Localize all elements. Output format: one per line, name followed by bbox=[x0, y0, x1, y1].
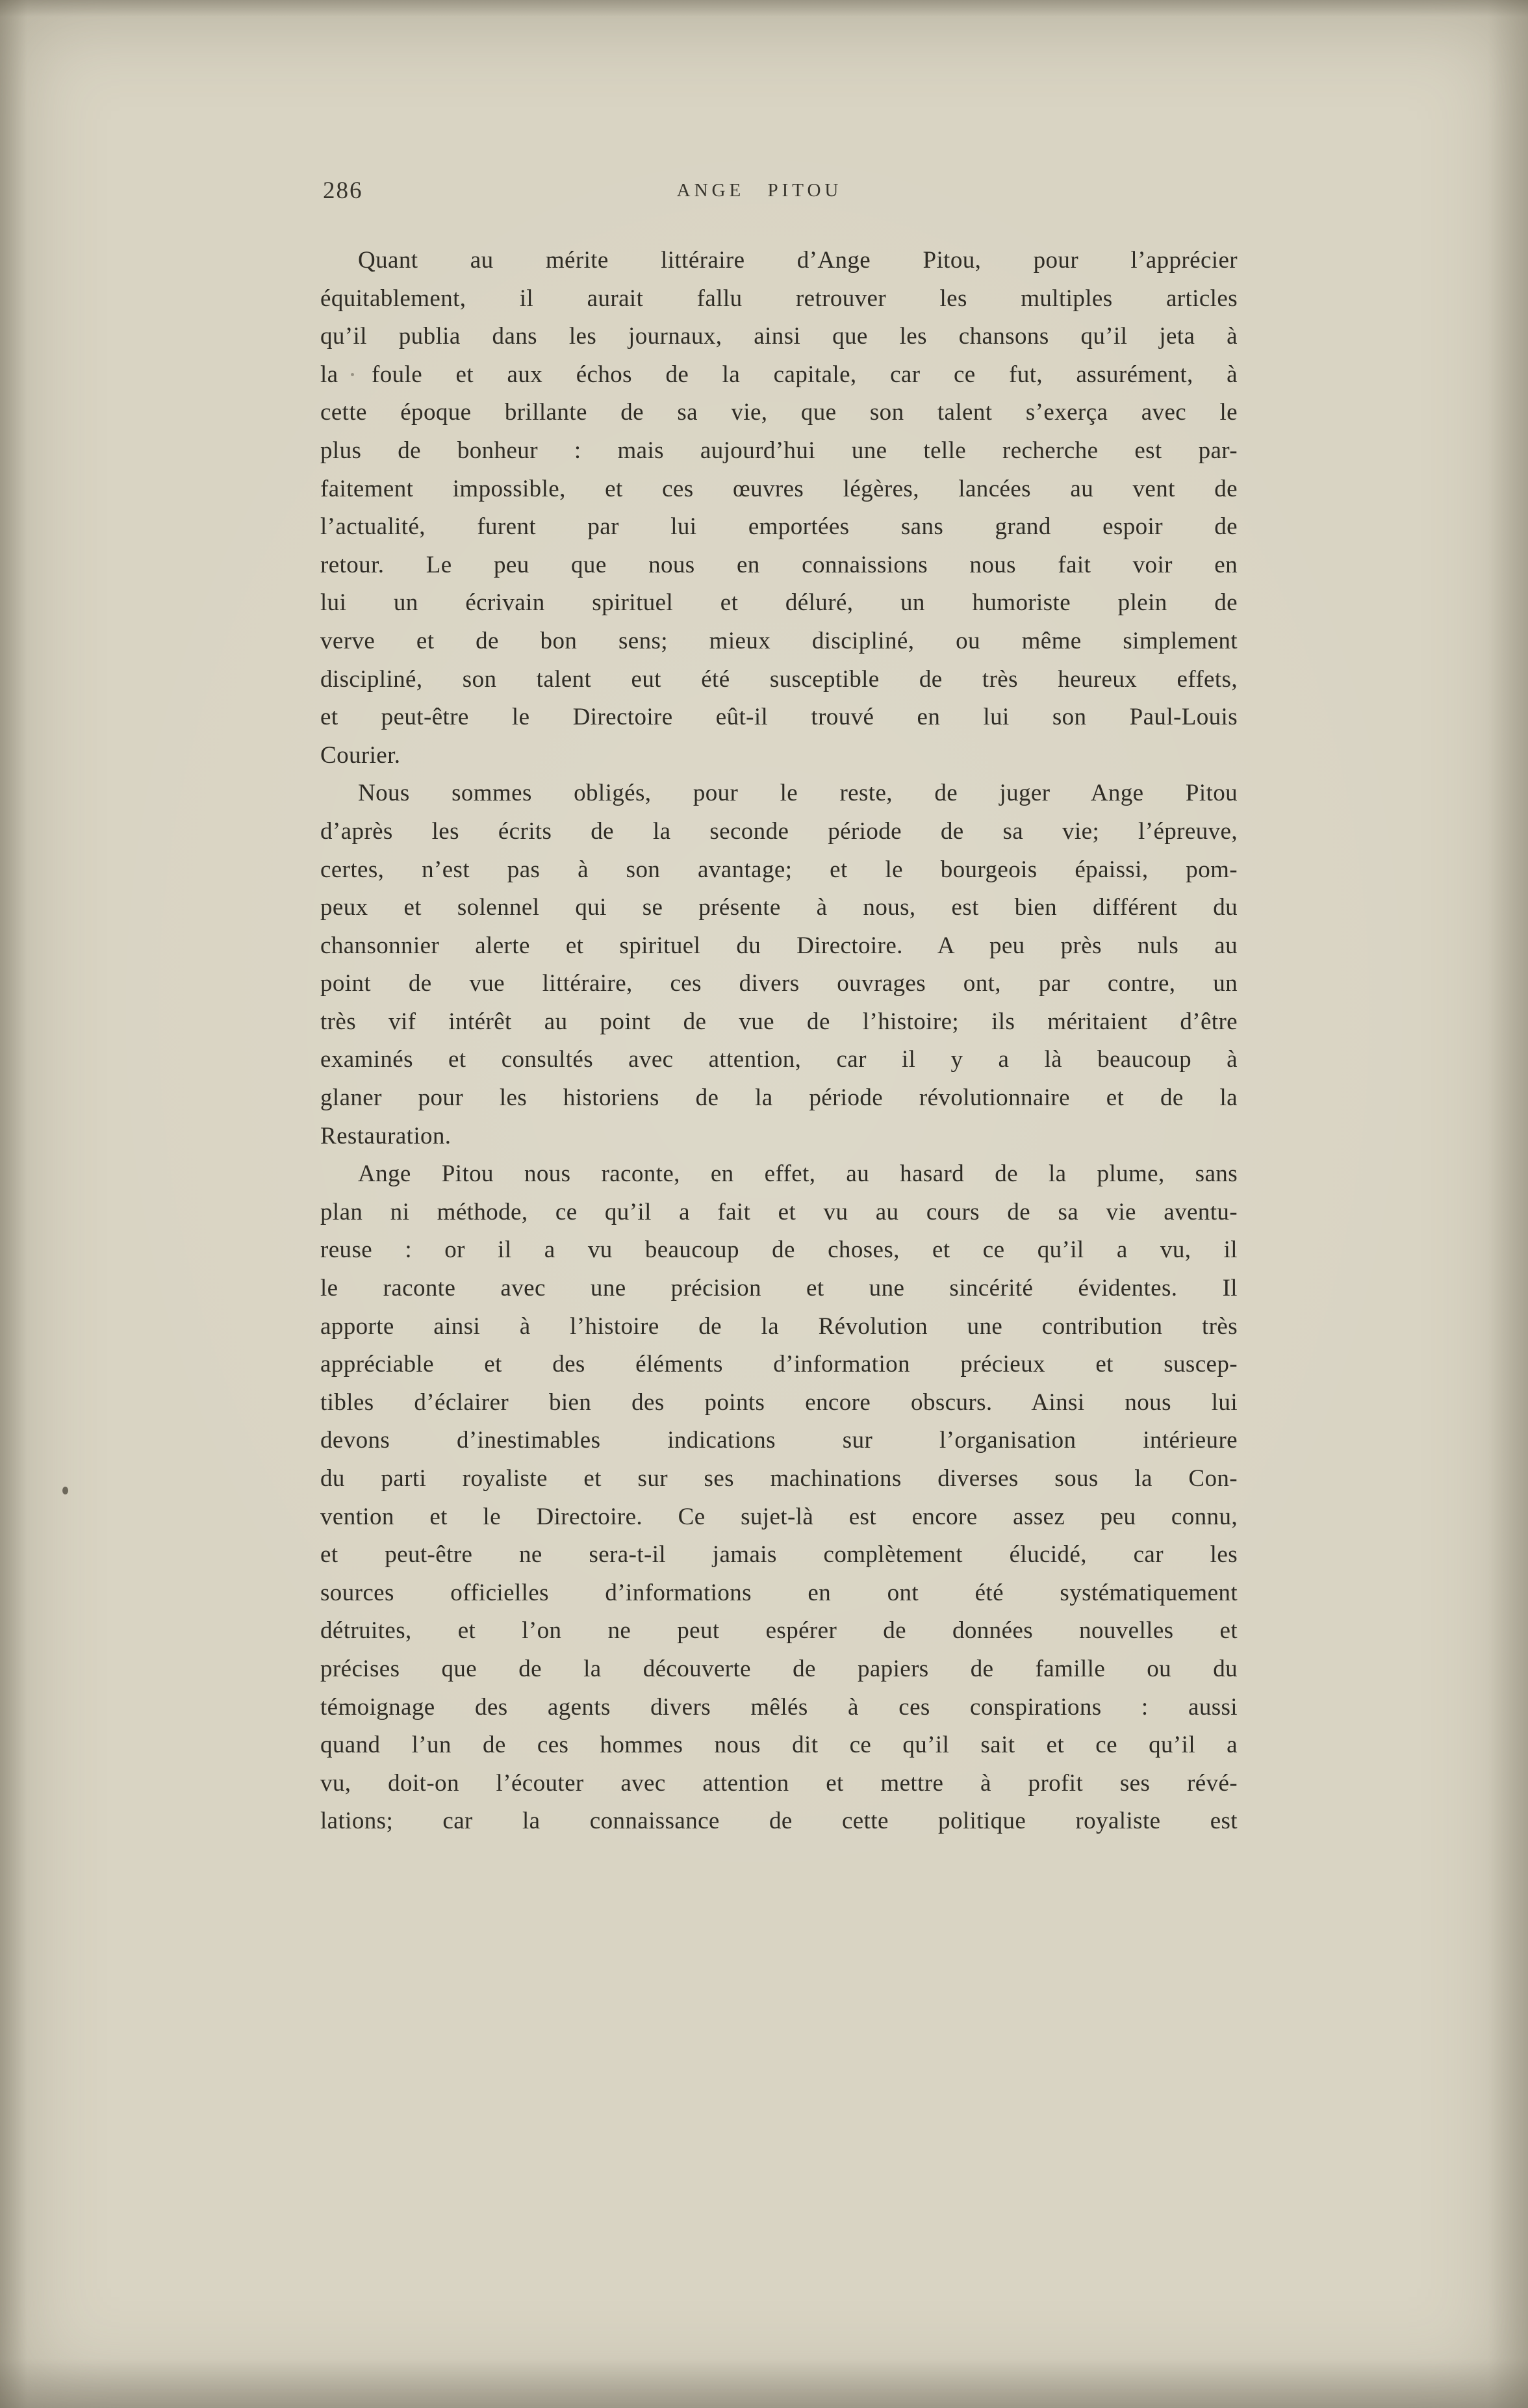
text-line: verve et de bon sens; mieux discipliné, ou même simplement bbox=[320, 627, 1238, 654]
text-line: lations; car la connaissance de cette politique royaliste est bbox=[320, 1808, 1238, 1835]
page-number: 286 bbox=[323, 177, 363, 204]
paragraph bbox=[320, 242, 1238, 775]
text-line: l’actualité, furent par lui emportées sans grand espoir de bbox=[320, 513, 1238, 541]
running-head bbox=[320, 177, 1238, 209]
scan-speck bbox=[62, 1487, 68, 1494]
text-line: quand l’un de ces hommes nous dit ce qu’il sait et ce qu’il a bbox=[320, 1732, 1238, 1759]
text-block bbox=[320, 242, 1238, 1841]
text-line: le raconte avec une précision et une sincérité évidentes. Il bbox=[320, 1275, 1238, 1302]
text-line: plan ni méthode, ce qu’il a fait et vu au cours de sa vie aventu- bbox=[320, 1198, 1238, 1225]
text-line: d’après les écrits de la seconde période de sa vie; l’épreuve, bbox=[320, 817, 1238, 845]
text-line: vu, doit-on l’écouter avec attention et mettre à profit ses révé- bbox=[320, 1769, 1238, 1797]
text-line: apporte ainsi à l’histoire de la Révolution une contribution très bbox=[320, 1313, 1238, 1340]
text-line: et peut-être le Directoire eût-il trouvé en lui son Paul-Louis bbox=[320, 704, 1238, 731]
text-line: Nous sommes obligés, pour le reste, de juger Ange Pitou bbox=[358, 780, 1238, 807]
text-line: la foule et aux échos de la capitale, car ce fut, assurément, à bbox=[320, 361, 1238, 388]
text-line: examinés et consultés avec attention, car il y a là beaucoup à bbox=[320, 1046, 1238, 1073]
text-line: devons d’inestimables indications sur l’organisation intérieure bbox=[320, 1427, 1238, 1454]
text-line: faitement impossible, et ces œuvres légères, lancées au vent de bbox=[320, 475, 1238, 502]
text-line: Courier. bbox=[320, 741, 401, 769]
paragraph bbox=[320, 775, 1238, 1155]
text-line: sources officielles d’informations en ont été systématiquement bbox=[320, 1579, 1238, 1606]
text-line: appréciable et des éléments d’information précieux et suscep- bbox=[320, 1351, 1238, 1378]
text-line: témoignage des agents divers mêlés à ces conspirations : aussi bbox=[320, 1693, 1238, 1721]
text-line: chansonnier alerte et spirituel du Directoire. A peu près nuls au bbox=[320, 932, 1238, 959]
text-line: du parti royaliste et sur ses machinations diverses sous la Con- bbox=[320, 1465, 1238, 1492]
text-line: détruites, et l’on ne peut espérer de données nouvelles et bbox=[320, 1617, 1238, 1645]
text-line: certes, n’est pas à son avantage; et le bourgeois épaissi, pom- bbox=[320, 856, 1238, 883]
text-line: point de vue littéraire, ces divers ouvrages ont, par contre, un bbox=[320, 970, 1238, 997]
text-line: peux et solennel qui se présente à nous, est bien différent du bbox=[320, 894, 1238, 921]
text-line: vention et le Directoire. Ce sujet-là est encore assez peu connu, bbox=[320, 1503, 1238, 1530]
text-line: reuse : or il a vu beaucoup de choses, et ce qu’il a vu, il bbox=[320, 1236, 1238, 1264]
running-title: ANGE PITOU bbox=[676, 180, 843, 201]
text-line: retour. Le peu que nous en connaissions nous fait voir en bbox=[320, 551, 1238, 578]
paragraph bbox=[320, 1155, 1238, 1841]
scan-speck bbox=[351, 373, 354, 376]
text-line: et peut-être ne sera-t-il jamais complètement élucidé, car les bbox=[320, 1541, 1238, 1569]
text-line: lui un écrivain spirituel et déluré, un humoriste plein de bbox=[320, 589, 1238, 617]
text-line: Restauration. bbox=[320, 1122, 452, 1149]
text-line: glaner pour les historiens de la période révolutionnaire et de la bbox=[320, 1084, 1238, 1112]
text-line: discipliné, son talent eut été susceptible de très heureux effets, bbox=[320, 665, 1238, 693]
text-line: précises que de la découverte de papiers de famille ou du bbox=[320, 1655, 1238, 1682]
text-line: Ange Pitou nous raconte, en effet, au hasard de la plume, sans bbox=[358, 1160, 1238, 1188]
text-line: équitablement, il aurait fallu retrouver les multiples articles bbox=[320, 285, 1238, 312]
text-line: qu’il publia dans les journaux, ainsi que les chansons qu’il jeta à bbox=[320, 323, 1238, 350]
text-line: Quant au mérite littéraire d’Ange Pitou, pour l’apprécier bbox=[358, 247, 1238, 274]
text-line: très vif intérêt au point de vue de l’histoire; ils méritaient d’être bbox=[320, 1008, 1238, 1035]
text-line: plus de bonheur : mais aujourd’hui une telle recherche est par- bbox=[320, 437, 1238, 464]
text-line: cette époque brillante de sa vie, que son talent s’exerça avec le bbox=[320, 399, 1238, 426]
text-line: tibles d’éclairer bien des points encore obscurs. Ainsi nous lui bbox=[320, 1389, 1238, 1416]
